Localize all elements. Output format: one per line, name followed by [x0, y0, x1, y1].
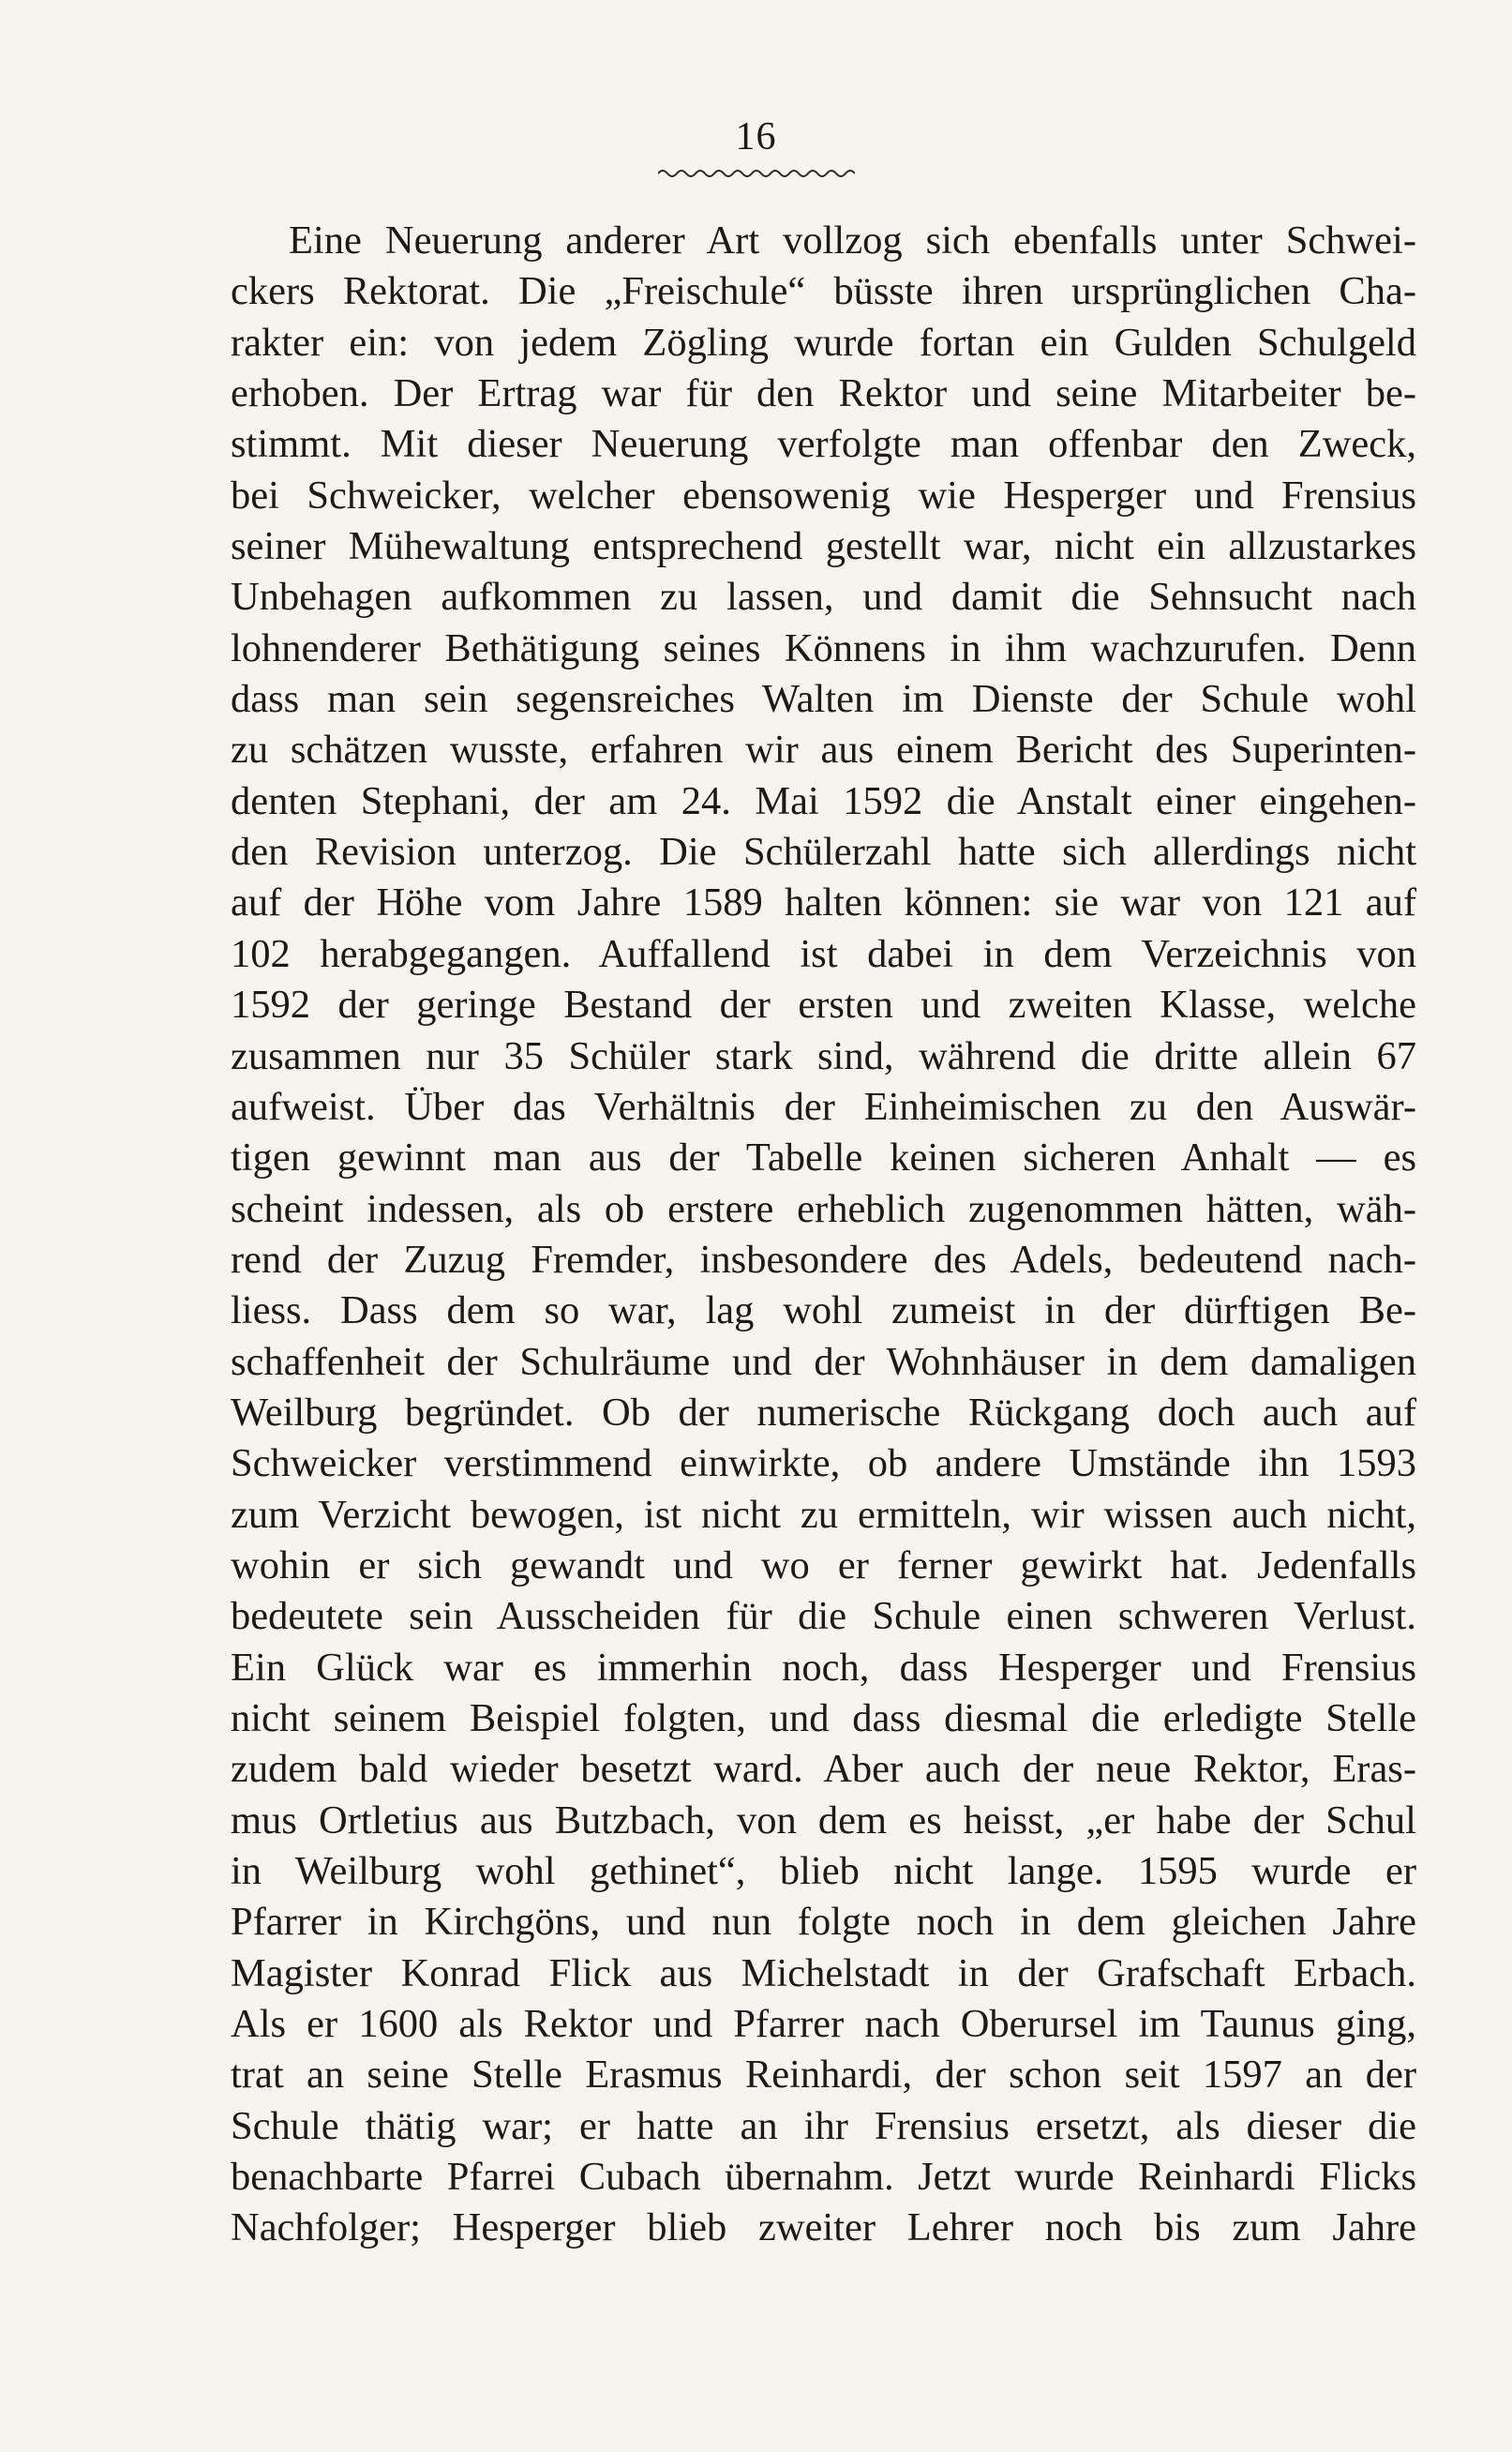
- text-line: bei Schweicker, welcher ebensowenig wie Hesperger und Frensius: [231, 473, 1416, 518]
- text-line: Nachfolger; Hesperger blieb zweiter Lehrer noch bis zum Jahre: [231, 2205, 1416, 2250]
- body-text: [231, 216, 1416, 2254]
- text-line: Ein Glück war es immerhin noch, dass Hesperger und Frensius: [231, 1645, 1416, 1690]
- text-line: Weilburg begründet. Ob der numerische Rückgang doch auch auf: [231, 1390, 1416, 1435]
- text-line: zu schätzen wusste, erfahren wir aus einem Bericht des Superinten-: [231, 728, 1416, 773]
- page-number-ornament: [0, 167, 1512, 180]
- text-line: trat an seine Stelle Erasmus Reinhardi, der schon seit 1597 an der: [231, 2053, 1416, 2098]
- text-line: mus Ortletius aus Butzbach, von dem es heisst, „er habe der Schul: [231, 1798, 1416, 1843]
- text-line: in Weilburg wohl gethinet“, blieb nicht lange. 1595 wurde er: [231, 1849, 1416, 1893]
- text-line: tigen gewinnt man aus der Tabelle keinen sicheren Anhalt — es: [231, 1136, 1416, 1181]
- text-line: 1592 der geringe Bestand der ersten und zweiten Klasse, welche: [231, 983, 1416, 1028]
- text-line: lohnenderer Bethätigung seines Könnens in ihm wachzurufen. Denn: [231, 625, 1416, 670]
- text-line: erhoben. Der Ertrag war für den Rektor und seine Mitarbeiter be-: [231, 371, 1416, 416]
- text-line: Schule thätig war; er hatte an ihr Frensius ersetzt, als dieser die: [231, 2103, 1416, 2148]
- text-line: Als er 1600 als Rektor und Pfarrer nach Oberursel im Taunus ging,: [231, 2002, 1416, 2047]
- text-line: zusammen nur 35 Schüler stark sind, während die dritte allein 67: [231, 1033, 1416, 1078]
- text-line: dass man sein segensreiches Walten im Dienste der Schule wohl: [231, 677, 1416, 722]
- text-line: denten Stephani, der am 24. Mai 1592 die Anstalt einer eingehen-: [231, 778, 1416, 823]
- text-line: ckers Rektorat. Die „Freischule“ büsste ihren ursprünglichen Cha-: [231, 269, 1416, 314]
- text-line: bedeutete sein Ausscheiden für die Schule einen schweren Verlust.: [231, 1594, 1416, 1639]
- page-header: [0, 114, 1512, 159]
- text-line: benachbarte Pfarrei Cubach übernahm. Jetzt wurde Reinhardi Flicks: [231, 2155, 1416, 2200]
- text-line: wohin er sich gewandt und wo er ferner gewirkt hat. Jedenfalls: [231, 1542, 1416, 1587]
- text-line: zum Verzicht bewogen, ist nicht zu ermitteln, wir wissen auch nicht,: [231, 1492, 1416, 1537]
- text-line: Schweicker verstimmend einwirkte, ob andere Umstände ihn 1593: [231, 1441, 1416, 1486]
- text-line: Unbehagen aufkommen zu lassen, und damit die Sehnsucht nach: [231, 575, 1416, 620]
- text-line: Eine Neuerung anderer Art vollzog sich ebenfalls unter Schwei-: [289, 218, 1416, 263]
- text-line: auf der Höhe vom Jahre 1589 halten können: sie war von 121 auf: [231, 880, 1416, 925]
- text-line: 102 herabgegangen. Auffallend ist dabei in dem Verzeichnis von: [231, 931, 1416, 976]
- text-line: stimmt. Mit dieser Neuerung verfolgte man offenbar den Zweck,: [231, 422, 1416, 467]
- text-line: den Revision unterzog. Die Schülerzahl hatte sich allerdings nicht: [231, 830, 1416, 875]
- text-line: rend der Zuzug Fremder, insbesondere des Adels, bedeutend nach-: [231, 1237, 1416, 1282]
- text-line: nicht seinem Beispiel folgten, und dass diesmal die erledigte Stelle: [231, 1695, 1416, 1740]
- wavy-line-ornament: [658, 167, 855, 180]
- page-number: 16: [735, 115, 777, 158]
- text-line: Magister Konrad Flick aus Michelstadt in der Grafschaft Erbach.: [231, 1950, 1416, 1995]
- text-line: aufweist. Über das Verhältnis der Einheimischen zu den Auswär-: [231, 1084, 1416, 1129]
- text-line: liess. Dass dem so war, lag wohl zumeist in der dürftigen Be-: [231, 1288, 1416, 1333]
- text-line: scheint indessen, als ob erstere erheblich zugenommen hätten, wäh-: [231, 1186, 1416, 1231]
- text-line: seiner Mühewaltung entsprechend gestellt war, nicht ein allzustarkes: [231, 524, 1416, 569]
- text-line: schaffenheit der Schulräume und der Wohnhäuser in dem damaligen: [231, 1339, 1416, 1384]
- text-line: Pfarrer in Kirchgöns, und nun folgte noch in dem gleichen Jahre: [231, 1900, 1416, 1945]
- text-line: rakter ein: von jedem Zögling wurde fortan ein Gulden Schulgeld: [231, 320, 1416, 365]
- text-line: zudem bald wieder besetzt ward. Aber auch der neue Rektor, Eras-: [231, 1747, 1416, 1792]
